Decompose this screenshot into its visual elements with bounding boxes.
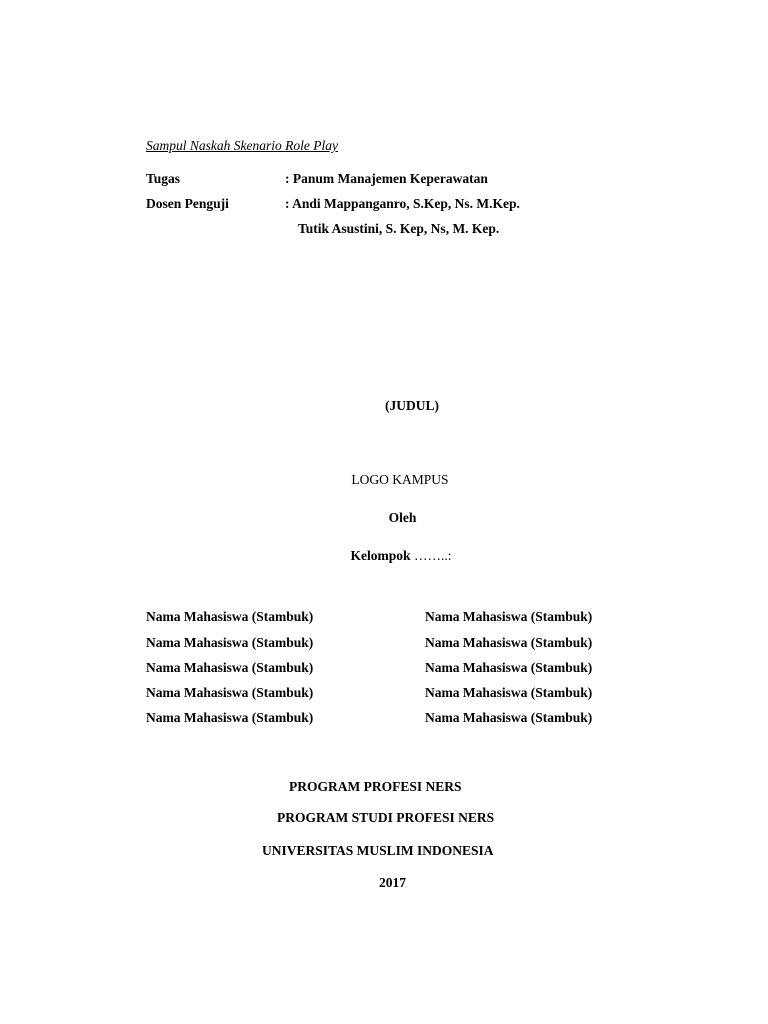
student-right-3: Nama Mahasiswa (Stambuk) [425,660,593,675]
year: 2017 [379,875,406,890]
student-right-5: Nama Mahasiswa (Stambuk) [425,710,593,725]
student-right-4: Nama Mahasiswa (Stambuk) [425,685,593,700]
task-value: : Panum Manajemen Keperawatan [285,171,488,186]
student-left-4: Nama Mahasiswa (Stambuk) [146,685,314,700]
university-name: UNIVERSITAS MUSLIM INDONESIA [262,843,494,858]
group-label: Kelompok [350,548,411,563]
document-title: (JUDUL) [385,398,439,413]
cover-heading: Sampul Naskah Skenario Role Play [146,138,338,153]
examiner-label: Dosen Penguji [146,196,229,211]
student-left-1: Nama Mahasiswa (Stambuk) [146,609,314,624]
student-right-1: Nama Mahasiswa (Stambuk) [425,609,593,624]
student-left-2: Nama Mahasiswa (Stambuk) [146,635,314,650]
logo-placeholder: LOGO KAMPUS [351,472,449,487]
examiner-value-2: Tutik Asustini, S. Kep, Ns, M. Kep. [298,221,500,236]
examiner-value-1: : Andi Mappanganro, S.Kep, Ns. M.Kep. [285,196,520,211]
student-left-3: Nama Mahasiswa (Stambuk) [146,660,314,675]
student-left-5: Nama Mahasiswa (Stambuk) [146,710,314,725]
group-line [0,548,768,564]
by-label: Oleh [388,510,417,525]
task-label: Tugas [146,171,181,186]
student-right-2: Nama Mahasiswa (Stambuk) [425,635,593,650]
program-name: PROGRAM PROFESI NERS [289,779,462,794]
study-program-name: PROGRAM STUDI PROFESI NERS [277,810,495,825]
group-dots: ……..: [410,548,452,563]
